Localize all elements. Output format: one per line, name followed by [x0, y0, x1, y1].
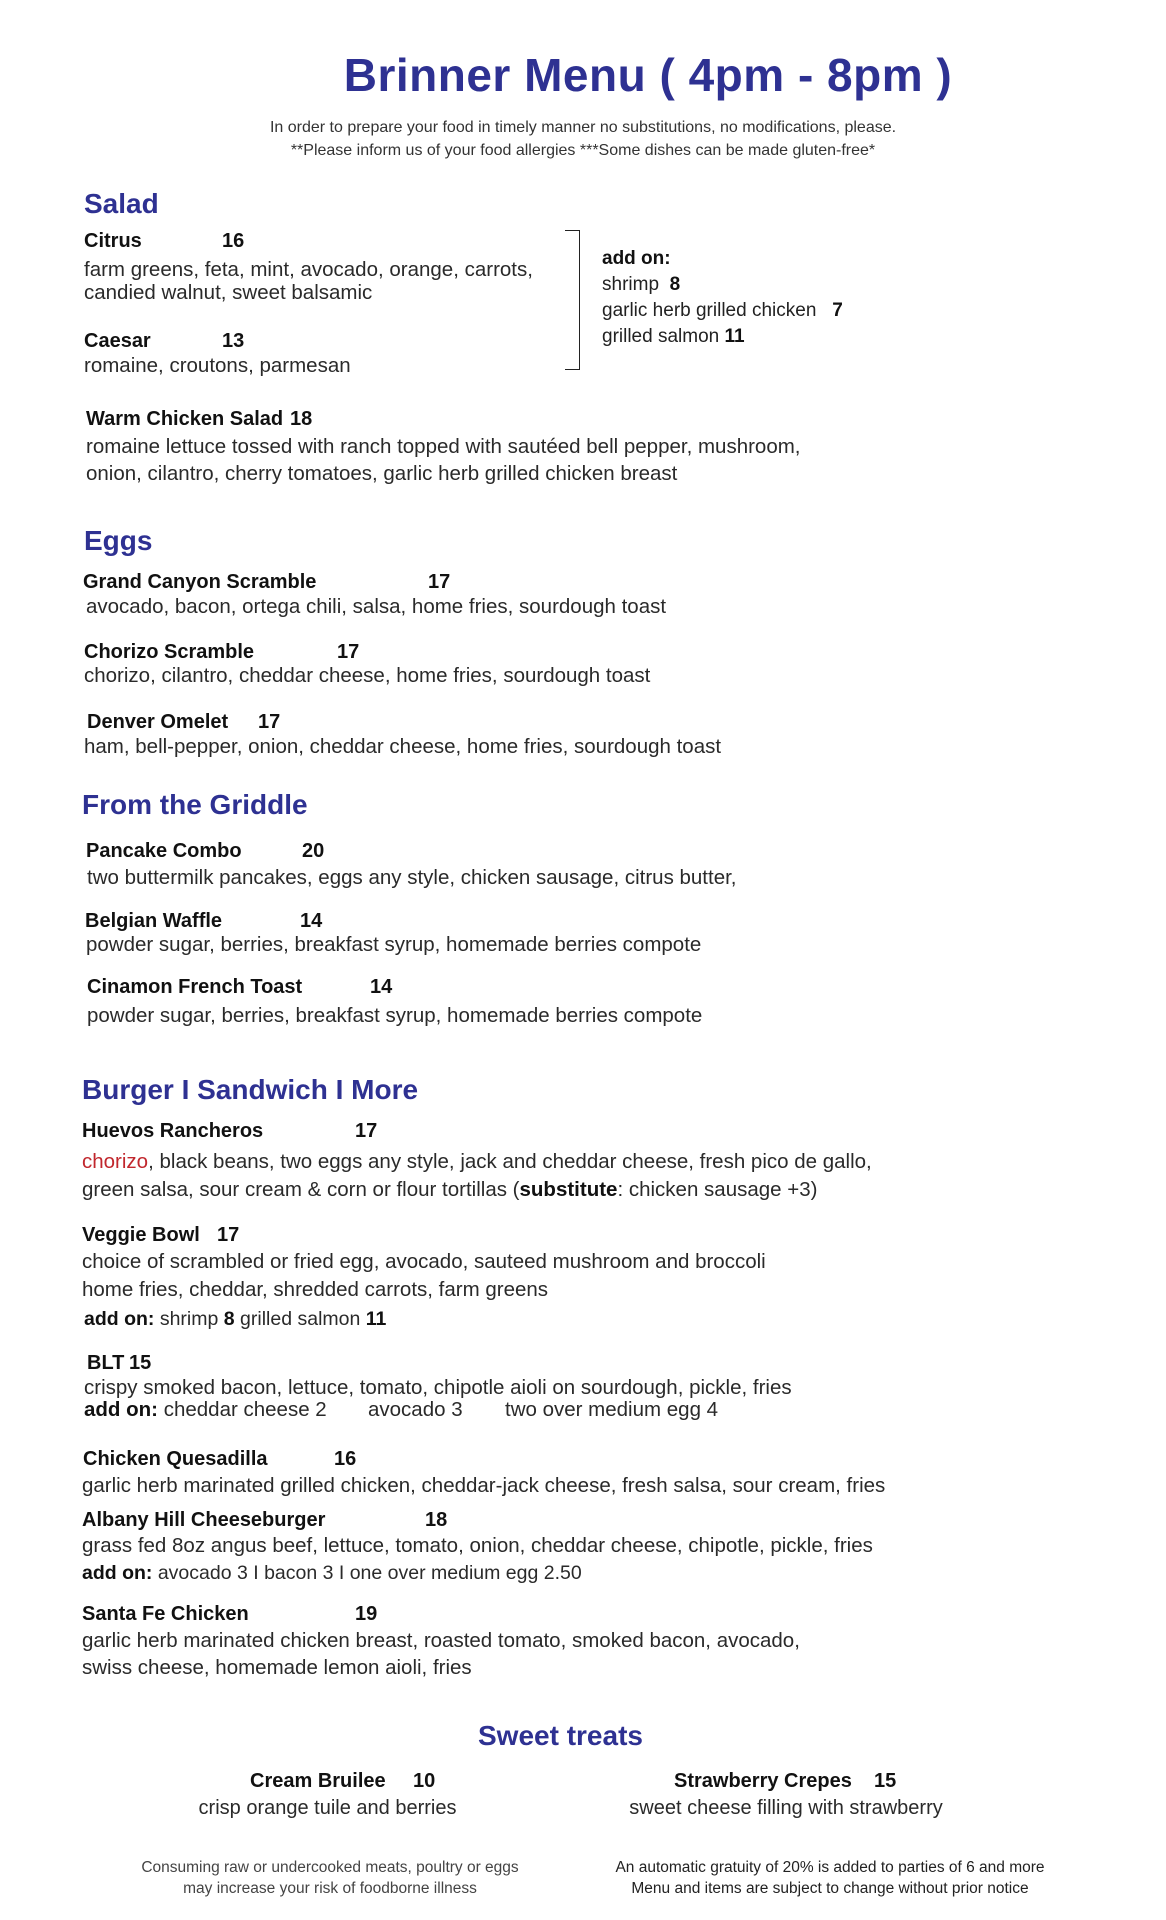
item-desc-santa-fe-chicken-1: garlic herb marinated chicken breast, roasted tomato, smoked bacon, avocado,	[82, 1629, 800, 1652]
item-desc-chicken-quesadilla: garlic herb marinated grilled chicken, cheddar-jack cheese, fresh salsa, sour cream, fries	[82, 1474, 886, 1497]
item-name-citrus: Citrus	[84, 230, 142, 252]
item-desc-caesar: romaine, croutons, parmesan	[84, 354, 351, 377]
item-price-huevos-rancheros: 17	[355, 1120, 378, 1142]
item-name-caesar: Caesar	[84, 330, 151, 352]
item-name-veggie-bowl: Veggie Bowl	[82, 1224, 200, 1246]
blt-addons: add on: cheddar cheese 2	[84, 1398, 327, 1421]
item-desc-santa-fe-chicken-2: swiss cheese, homemade lemon aioli, fries	[82, 1656, 472, 1679]
item-price-belgian-waffle: 14	[300, 910, 323, 932]
section-heading-sweet-treats: Sweet treats	[478, 1720, 643, 1751]
section-heading-griddle: From the Griddle	[82, 789, 308, 820]
blt-addon-avocado: avocado 3	[368, 1398, 463, 1421]
item-name-chicken-quesadilla: Chicken Quesadilla	[83, 1448, 268, 1470]
item-desc-veggie-bowl-2: home fries, cheddar, shredded carrots, farm greens	[82, 1278, 549, 1301]
section-heading-salad: Salad	[84, 188, 159, 219]
item-price-denver-omelet: 17	[258, 711, 281, 733]
item-name-blt: BLT	[87, 1352, 125, 1374]
footer-raw-food-warning: Consuming raw or undercooked meats, poultry or eggs may increase your risk of foodborne illness	[141, 1859, 519, 1897]
item-desc-veggie-bowl-1: choice of scrambled or fried egg, avocado, sauteed mushroom and broccoli	[82, 1250, 766, 1273]
item-price-warm-chicken-salad: 18	[290, 408, 313, 430]
item-desc-denver-omelet: ham, bell-pepper, onion, cheddar cheese, home fries, sourdough toast	[84, 735, 722, 758]
item-name-belgian-waffle: Belgian Waffle	[85, 910, 223, 932]
item-price-albany-hill-cheeseburger: 18	[425, 1509, 448, 1531]
item-price-blt: 15	[129, 1352, 152, 1374]
item-desc-huevos-rancheros-1: chorizo, black beans, two eggs any style, jack and cheddar cheese, fresh pico de gallo,	[82, 1150, 872, 1173]
item-desc-cream-bruilee: crisp orange tuile and berries	[198, 1797, 457, 1819]
item-price-strawberry-crepes: 15	[874, 1770, 897, 1792]
veggie-bowl-addons: add on: shrimp 8 grilled salmon 11	[84, 1308, 387, 1330]
item-name-albany-hill-cheeseburger: Albany Hill Cheeseburger	[82, 1509, 326, 1531]
item-price-citrus: 16	[222, 230, 245, 252]
notice-allergies: **Please inform us of your food allergies ***Some dishes can be made gluten-free*	[290, 142, 876, 159]
item-price-santa-fe-chicken: 19	[355, 1603, 378, 1625]
item-name-strawberry-crepes: Strawberry Crepes	[674, 1770, 852, 1792]
item-name-cinamon-french-toast: Cinamon French Toast	[87, 976, 303, 998]
section-heading-eggs: Eggs	[84, 525, 153, 556]
item-price-caesar: 13	[222, 330, 245, 352]
item-name-grand-canyon-scramble: Grand Canyon Scramble	[83, 571, 317, 593]
page-title: Brinner Menu ( 4pm - 8pm )	[343, 49, 953, 101]
item-name-chorizo-scramble: Chorizo Scramble	[84, 641, 255, 663]
item-name-warm-chicken-salad: Warm Chicken Salad	[86, 408, 284, 430]
salad-addon-shrimp: shrimp 8	[602, 274, 681, 295]
item-price-chorizo-scramble: 17	[337, 641, 360, 663]
item-price-chicken-quesadilla: 16	[334, 1448, 357, 1470]
item-desc-albany-hill-cheeseburger: grass fed 8oz angus beef, lettuce, tomato, onion, cheddar cheese, chipotle, pickle, fries	[82, 1534, 873, 1557]
blt-addon-egg: two over medium egg 4	[505, 1398, 719, 1421]
cheeseburger-addons: add on: avocado 3 I bacon 3 I one over medium egg 2.50	[82, 1562, 582, 1584]
item-name-denver-omelet: Denver Omelet	[87, 711, 229, 733]
item-name-huevos-rancheros: Huevos Rancheros	[82, 1120, 264, 1142]
salad-addon-chicken: garlic herb grilled chicken 7	[602, 300, 843, 321]
item-desc-chorizo-scramble: chorizo, cilantro, cheddar cheese, home fries, sourdough toast	[84, 664, 651, 687]
salad-addon-salmon: grilled salmon 11	[602, 326, 745, 347]
salad-addon-heading: add on:	[602, 248, 671, 269]
item-desc-warm-chicken-salad-1: romaine lettuce tossed with ranch topped with sautéed bell pepper, mushroom,	[86, 435, 801, 458]
item-desc-citrus-2: candied walnut, sweet balsamic	[84, 281, 373, 304]
addon-bracket	[565, 230, 580, 370]
item-desc-blt: crispy smoked bacon, lettuce, tomato, chipotle aioli on sourdough, pickle, fries	[84, 1376, 792, 1399]
item-price-veggie-bowl: 17	[217, 1224, 240, 1246]
footer-gratuity-notice: An automatic gratuity of 20% is added to parties of 6 and more Menu and items are subject to change without prior notice	[615, 1859, 1045, 1897]
item-desc-belgian-waffle: powder sugar, berries, breakfast syrup, homemade berries compote	[86, 933, 702, 956]
item-desc-cinamon-french-toast: powder sugar, berries, breakfast syrup, homemade berries compote	[87, 1004, 703, 1027]
item-desc-warm-chicken-salad-2: onion, cilantro, cherry tomatoes, garlic herb grilled chicken breast	[86, 462, 678, 485]
item-desc-strawberry-crepes: sweet cheese filling with strawberry	[629, 1797, 943, 1819]
item-desc-pancake-combo: two buttermilk pancakes, eggs any style, chicken sausage, citrus butter,	[87, 866, 737, 889]
notice-substitutions: In order to prepare your food in timely manner no substitutions, no modifications, please.	[269, 119, 897, 136]
item-price-cream-bruilee: 10	[413, 1770, 436, 1792]
item-price-cinamon-french-toast: 14	[370, 976, 393, 998]
section-heading-burger: Burger I Sandwich I More	[82, 1074, 419, 1105]
item-name-cream-bruilee: Cream Bruilee	[250, 1770, 386, 1792]
item-name-santa-fe-chicken: Santa Fe Chicken	[82, 1603, 249, 1625]
item-desc-grand-canyon-scramble: avocado, bacon, ortega chili, salsa, home fries, sourdough toast	[86, 595, 667, 618]
item-desc-huevos-rancheros-2: green salsa, sour cream & corn or flour tortillas (substitute: chicken sausage +3)	[82, 1178, 818, 1201]
item-name-pancake-combo: Pancake Combo	[86, 840, 242, 862]
item-price-grand-canyon-scramble: 17	[428, 571, 451, 593]
item-price-pancake-combo: 20	[302, 840, 325, 862]
item-desc-citrus-1: farm greens, feta, mint, avocado, orange, carrots,	[84, 258, 533, 281]
